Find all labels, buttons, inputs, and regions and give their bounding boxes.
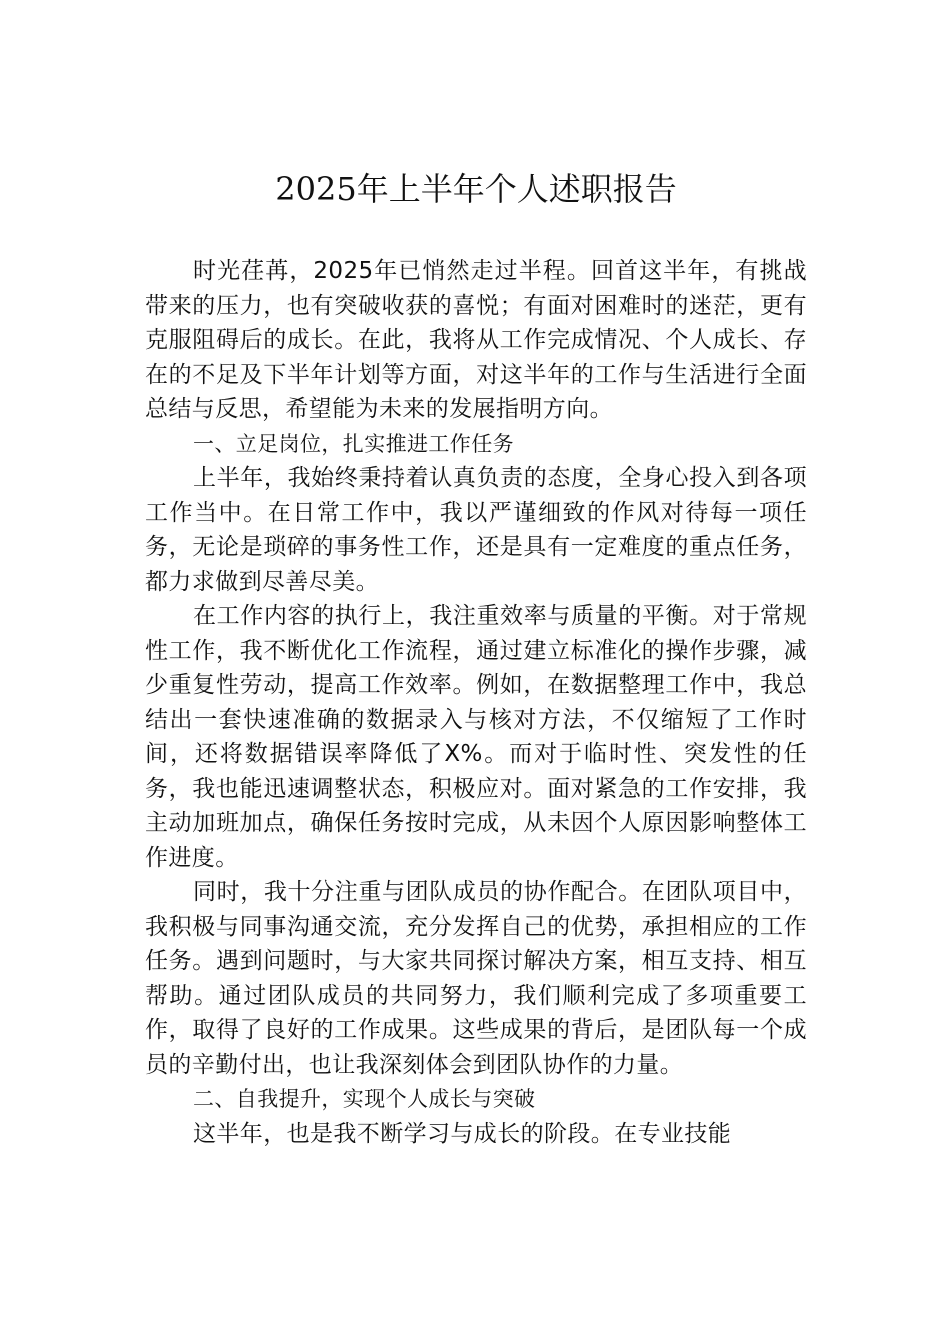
- section-heading-2: 二、自我提升，实现个人成长与突破: [193, 1087, 536, 1111]
- paragraph-1-3: 同时，我十分注重与团队成员的协作配合。在团队项目中，我积极与同事沟通交流，充分发挥自己的优势，承担相应的工作任务。遇到问题时，与大家共同探讨解决方案，相互支持、相互帮助。通过团队成员的共同努力，我们顺利完成了多项重要工作，取得了良好的工作成果。这些成果的背后，是团队每一个成员的辛勤付出，也让我深刻体会到团队协作的力量。: [145, 879, 807, 1078]
- document-body: [145, 254, 807, 1151]
- paragraph-2-1: 这半年，也是我不断学习与成长的阶段。在专业技能: [193, 1120, 732, 1147]
- section-heading-1: 一、立足岗位，扎实推进工作任务: [193, 431, 514, 456]
- paragraph-1-1: 上半年，我始终秉持着认真负责的态度，全身心投入到各项工作当中。在日常工作中，我以严谨细致的作风对待每一项任务，无论是琐碎的事务性工作，还是具有一定难度的重点任务，都力求做到尽善尽美。: [145, 465, 807, 595]
- paragraph-intro: 时光荏苒，2025年已悄然走过半程。回首这半年，有挑战带来的压力，也有突破收获的喜悦；有面对困难时的迷茫，更有克服阻碍后的成长。在此，我将从工作完成情况、个人成长、存在的不足及下半年计划等方面，对这半年的工作与生活进行全面总结与反思，希望能为未来的发展指明方向。: [145, 258, 807, 422]
- document-title: 2025年上半年个人述职报告: [275, 170, 677, 208]
- paragraph-1-2: 在工作内容的执行上，我注重效率与质量的平衡。对于常规性工作，我不断优化工作流程，通过建立标准化的操作步骤，减少重复性劳动，提高工作效率。例如，在数据整理工作中，我总结出一套快速准确的数据录入与核对方法，不仅缩短了工作时间，还将数据错误率降低了X%。而对于临时性、突发性的任务，我也能迅速调整状态，积极应对。面对紧急的工作安排，我主动加班加点，确保任务按时完成，从未因个人原因影响整体工作进度。: [145, 603, 807, 871]
